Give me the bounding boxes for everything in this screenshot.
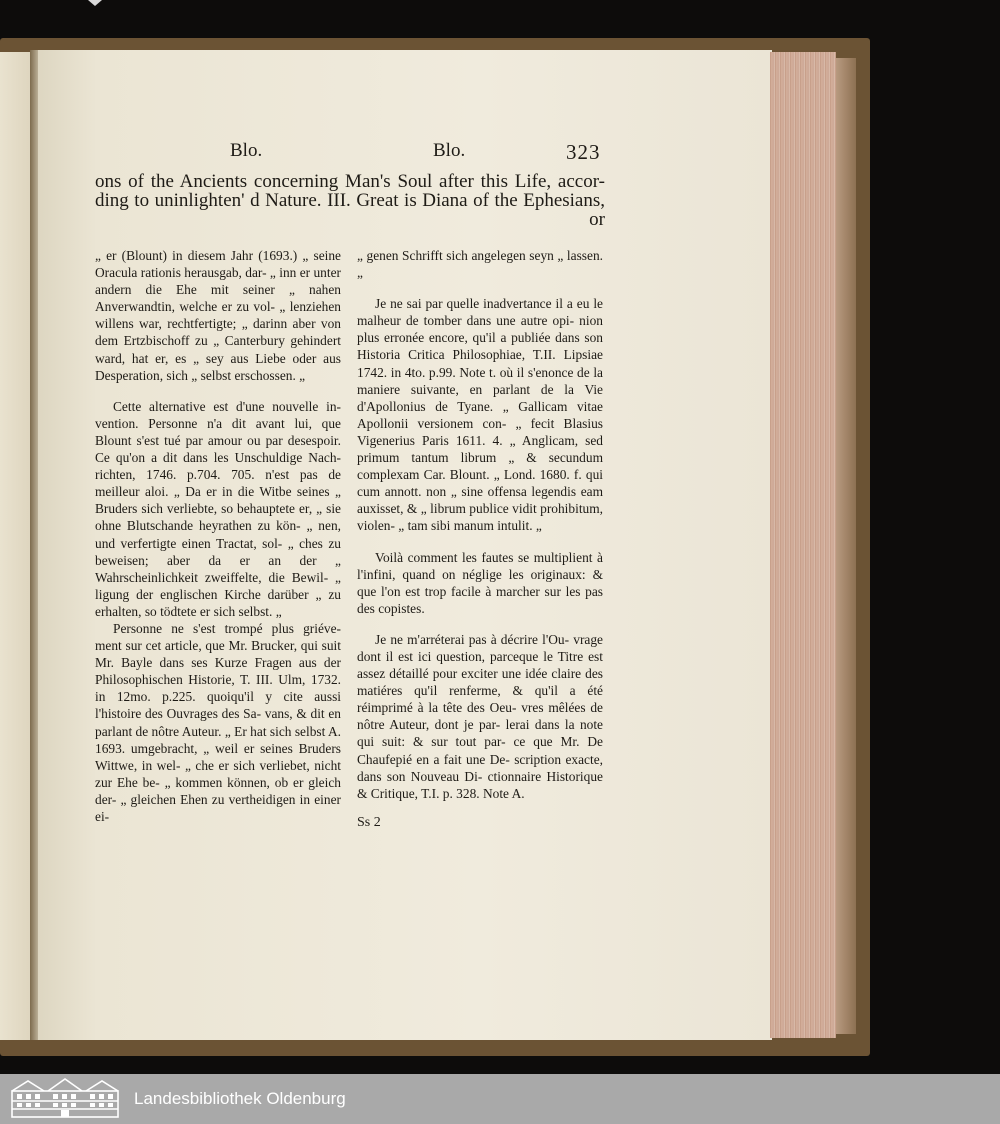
paragraph: Personne ne s'est trompé plus griéve- ment sur cet article, que Mr. Brucker, qui suit Mr. Bayle dans ses Kurze Fragen aus der Philosophischen Historie, T. III. Ulm, 1732. in 12mo. p.225. quoiqu'il y cite aussi l'histoire des Ouvrages des Sa- vans, & dit en parlant de nôtre Auteur. „ Er hat sich selbst A. 1693. umgebracht, „ weil er seines Bruders Wittwe, in wel- „ che er sich verliebet, nicht zur Ehe be- „ kommen können, ob er gleich der- „ gleichen Ehen zu vertheidigen in einer ei-: [95, 620, 341, 824]
cover-edge: [836, 58, 856, 1034]
intro-line: ons of the Ancients concerning Man's Soul after this Life, accor-: [95, 171, 605, 192]
paragraph: „ genen Schrifft sich angelegen seyn „ lassen. „: [357, 248, 603, 281]
library-name: Landesbibliothek Oldenburg: [134, 1089, 346, 1108]
page-edges: [770, 52, 836, 1038]
running-head-left: Blo.: [230, 140, 263, 161]
signature-mark: Ss 2: [357, 815, 381, 830]
intro-text: [95, 172, 605, 229]
left-column: [95, 247, 341, 825]
paragraph: Voilà comment les fautes se multiplient à l'infini, quand on néglige les originaux: & que l'on est trop facile à marcher sur les pas des copistes.: [357, 549, 603, 616]
paragraph: Je ne sai par quelle inadvertance il a eu le malheur de tomber dans une autre opi- nion plus erronée encore, qu'il a publiée dans son Historia Critica Philosophiae, T.II. Lipsiae 1742. in 4to. p.99. Note t. où il s'enonce de la maniere suivante, en parlant de la Vie d'Apollonius de Tyane. „ Gallicam vitae Apollonii versionem con- „ fecit Blasius Vigenerius Paris 1611. 4. „ Anglicam, sed primum tantum librum „ & secundum complexam Car. Blount. „ Lond. 1680. f. qui cum annott. non „ sine offensa legendis eam auxisset, & „ librum publice vidit prohibitum, violen- „ tam sibi manum intulit. „: [357, 296, 603, 534]
intro-line: or: [589, 209, 605, 230]
running-head-center: Blo.: [433, 140, 466, 161]
library-building-logo: [8, 1077, 122, 1119]
paragraph: Cette alternative est d'une nouvelle in- vention. Personne n'a dit avant lui, que Blount s'est tué par amour ou par desespoir. Ce qu'on a dit dans les Unschuldige Nach- richten, 1746. p.704. 705. n'est pas de meilleur aloi. „ Da er in die Witbe seines „ Bruders sich verliebte, so behauptete er, „ sie ohne Blutschande heyrathen zu kön- „ nen, und verfertigte einen Tractat, sol- „ ches zu beweisen; aber da er an der „ Wahrscheinlichkeit zweiffelte, die Bewil- „ ligung der englischen Kirche darüber „ zu erhalten, so tödtete er sich selbst. „: [95, 398, 341, 619]
paragraph: Je ne m'arréterai pas à décrire l'Ou- vrage dont il est ici question, parceque le Titre est assez détaillé pour exciter une idée claire des matiéres qu'il renferme, & qu'il a été réimprimé à la tête des Oeu- vres mêlées de nôtre Auteur, dont je par- lerai dans la note qui suit: & sur tout par- ce que Mr. De Chaufepié en a fait une De- scription exacte, dans son Nouveau Di- ctionnaire Historique & Critique, T.I. p. 328. Note A.: [357, 631, 603, 801]
right-column: [357, 247, 603, 802]
corner-mark: [88, 0, 102, 6]
intro-line: ding to uninlighten' d Nature. III. Great is Diana of the Ephesians,: [95, 190, 605, 211]
page-number: 323: [566, 140, 601, 164]
paragraph: „ er (Blount) in diesem Jahr (1693.) „ seine Oracula rationis herausgab, dar- „ inn er unter andern die Ehe mit seiner „ nahen Anverwandtin, welche er zu vol- „ lenziehen willens war, rechtfertigte; „ darinn aber von dem Ertzbischoff zu „ Canterbury gehindert ward, hat er, es „ sey aus Liebe oder aus Desperation, sich „ selbst erschossen. „: [95, 248, 341, 383]
left-page-edge: [0, 52, 34, 1040]
